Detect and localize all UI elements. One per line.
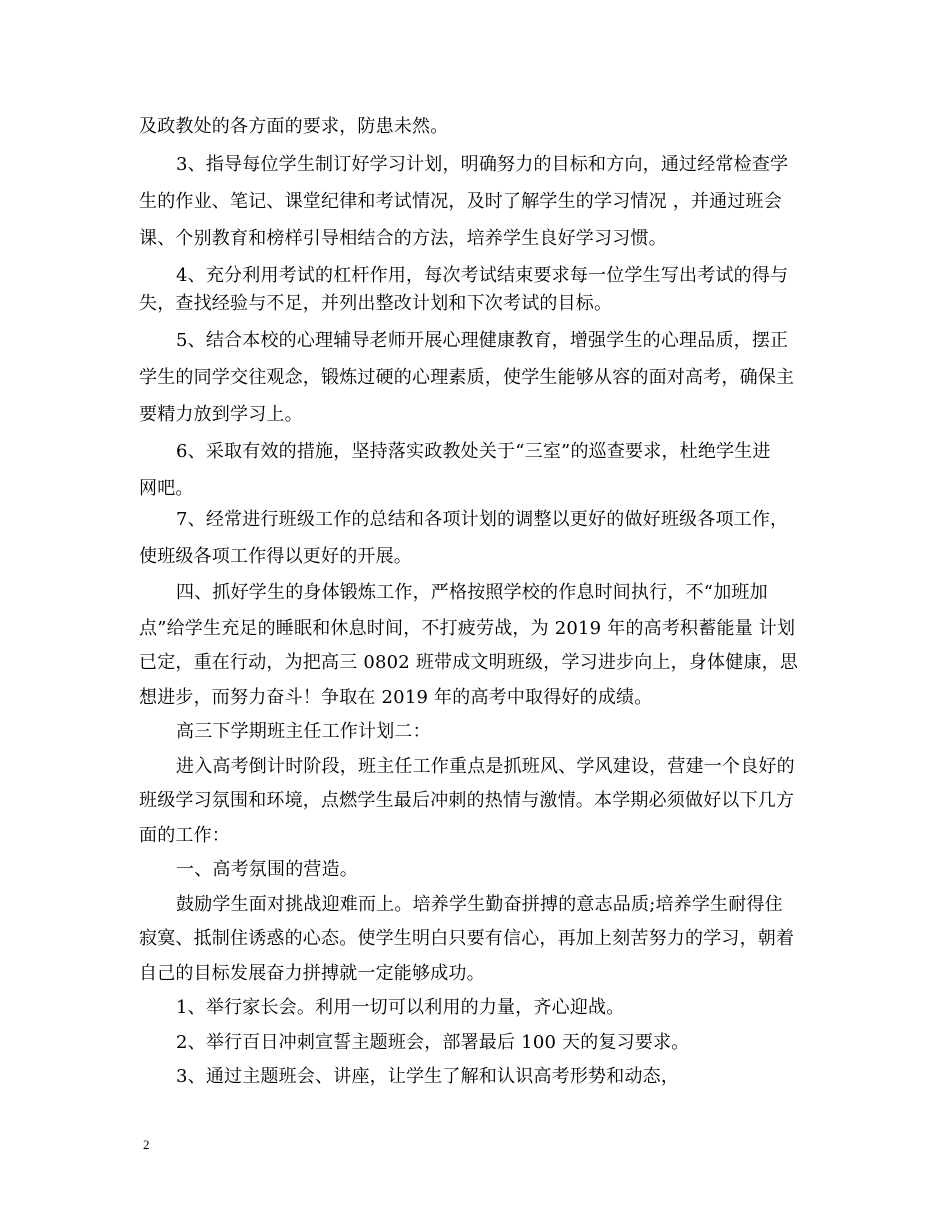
text-line: 要精力放到学习上。 — [139, 404, 303, 425]
text-line: 班级学习氛围和环境，点燃学生最后冲刺的热情与激情。本学期必须做好以下几方 — [139, 790, 795, 811]
text-line: 已定，重在行动，为把高三 0802 班带成文明班级，学习进步向上，身体健康，思 — [139, 652, 799, 673]
text-line: 面的工作： — [139, 825, 230, 846]
text-line: 失，查找经验与不足，并列出整改计划和下次考试的目标。 — [139, 293, 613, 314]
text-line: 7、经常进行班级工作的总结和各项计划的调整以更好的做好班级各项工作， — [176, 509, 789, 530]
text-line: 鼓励学生面对挑战迎难而上。培养学生勤奋拼搏的意志品质;培养学生耐得住 — [176, 894, 783, 915]
text-line: 四、抓好学生的身体锻炼工作，严格按照学校的作息时间执行，不“加班加 — [176, 582, 768, 603]
text-line: 点”给学生充足的睡眠和休息时间，不打疲劳战，为 2019 年的高考积蓄能量 计划 — [139, 618, 796, 639]
text-line: 学生的同学交往观念，锻炼过硬的心理素质，使学生能够从容的面对高考，确保主 — [139, 367, 795, 388]
text-line: 网吧。 — [139, 478, 194, 499]
text-line: 自己的目标发展奋力拼搏就一定能够成功。 — [139, 963, 485, 984]
text-line: 想进步，而努力奋斗！争取在 2019 年的高考中取得好的成绩。 — [139, 687, 653, 708]
text-line: 2、举行百日冲刺宣誓主题班会，部署最后 100 天的复习要求。 — [176, 1032, 690, 1053]
text-line: 3、通过主题班会、讲座，让学生了解和认识高考形势和动态， — [176, 1066, 680, 1087]
text-line: 及政教处的各方面的要求，防患未然。 — [139, 116, 449, 137]
text-line: 进入高考倒计时阶段，班主任工作重点是抓班风、学风建设，营建一个良好的 — [176, 756, 795, 777]
text-line: 1、举行家长会。利用一切可以利用的力量，齐心迎战。 — [176, 997, 625, 1018]
page-number: 2 — [143, 1137, 150, 1152]
text-line: 生的作业、笔记、课堂纪律和考试情况，及时了解学生的学习情况 ，并通过班会 — [139, 191, 782, 212]
text-line: 寂寞、抵制住诱惑的心态。使学生明白只要有信心，再加上刻苦努力的学习，朝着 — [139, 928, 795, 949]
text-line: 课、个别教育和榜样引导相结合的方法，培养学生良好学习习惯。 — [139, 228, 667, 249]
text-line: 6、采取有效的措施，坚持落实政教处关于“三室”的巡查要求，杜绝学生进 — [176, 441, 771, 462]
text-line: 高三下学期班主任工作计划二： — [176, 721, 431, 742]
text-line: 使班级各项工作得以更好的开展。 — [139, 546, 412, 567]
text-line: 3、指导每位学生制订好学习计划，明确努力的目标和方向，通过经常检查学 — [176, 154, 789, 175]
text-line: 一、高考氛围的营造。 — [176, 859, 358, 880]
text-line: 5、结合本校的心理辅导老师开展心理健康教育，增强学生的心理品质，摆正 — [176, 330, 789, 351]
text-line: 4、充分利用考试的杠杆作用，每次考试结束要求每一位学生写出考试的得与 — [176, 265, 789, 286]
